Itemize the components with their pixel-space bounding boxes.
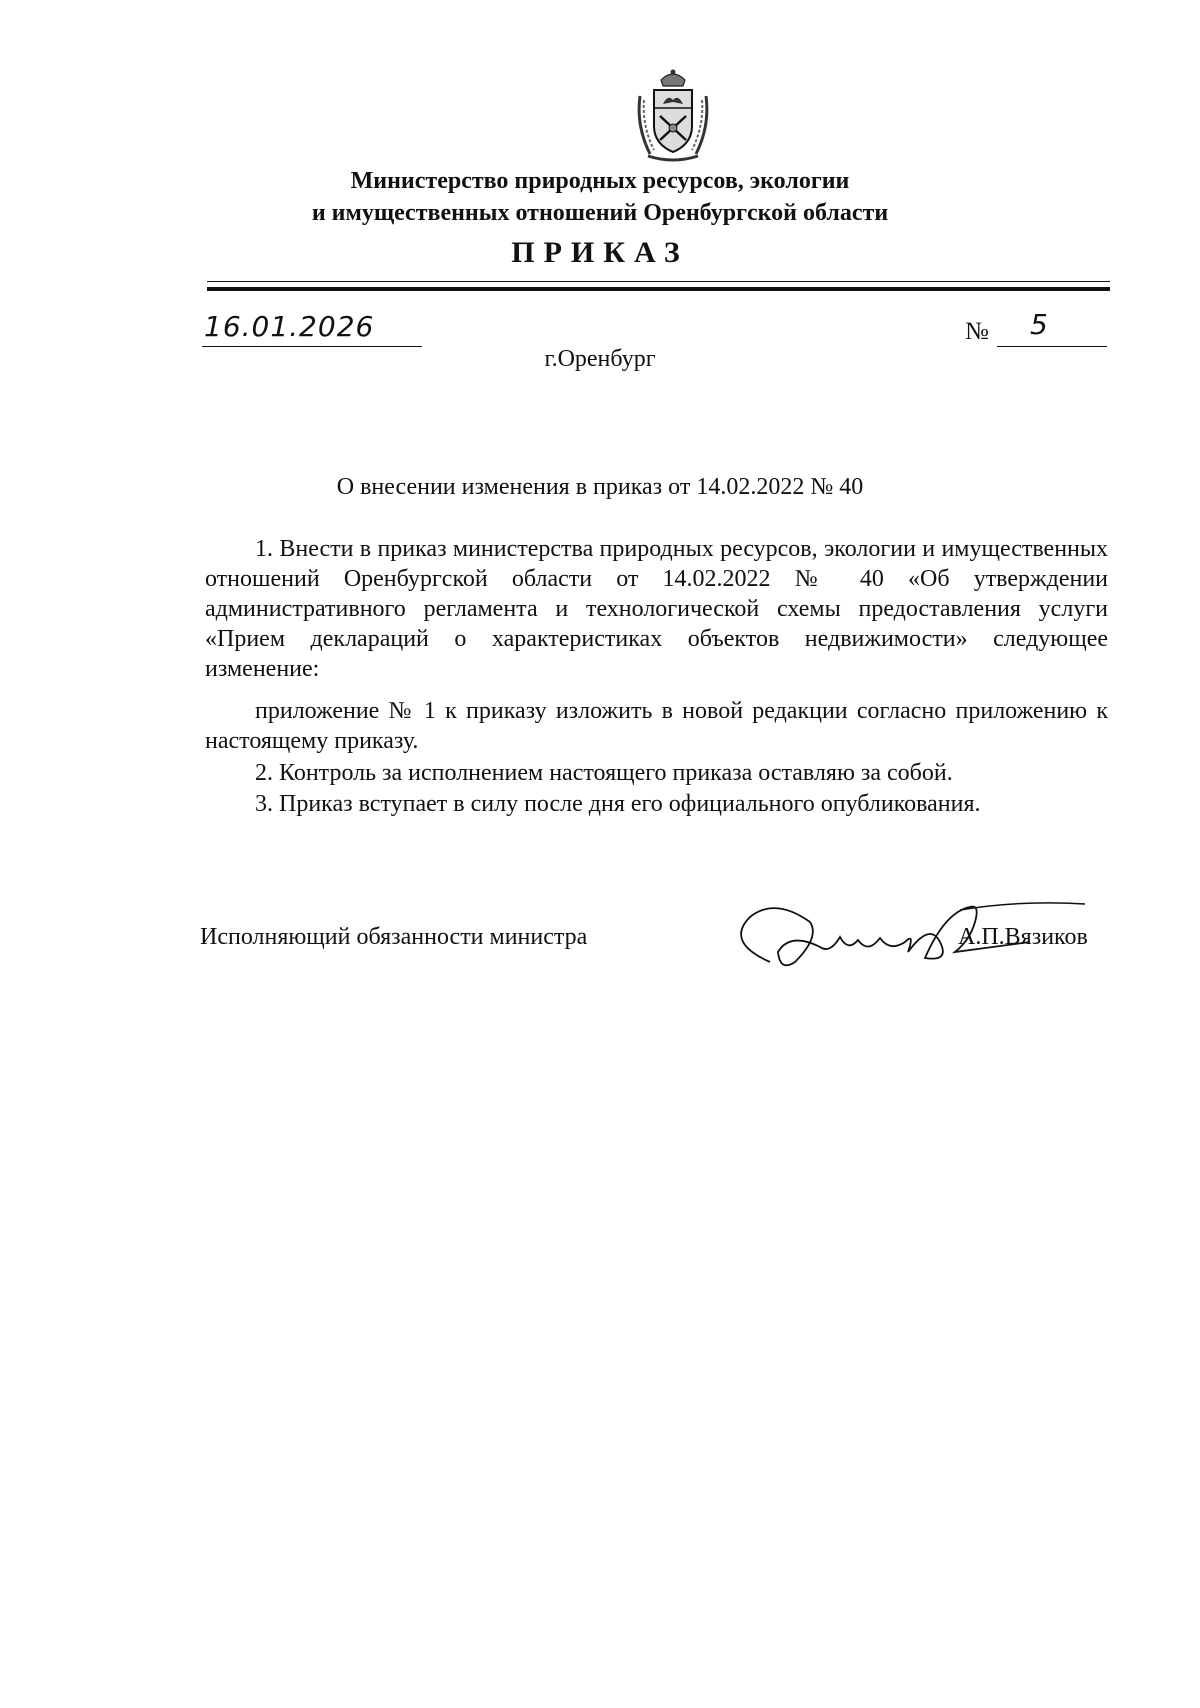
signatory-name: А.П.Вязиков	[958, 924, 1088, 950]
document-type-title: ПРИКАЗ	[511, 236, 689, 269]
organization-name-line2: и имущественных отношений Оренбургской области	[311, 200, 889, 226]
signatory-title: Исполняющий обязанности министра	[200, 924, 588, 950]
number-underline	[997, 310, 1107, 347]
document-date: 16.01.2026	[204, 310, 375, 343]
number-label: №	[965, 318, 989, 345]
header-rule-thin	[207, 281, 1110, 282]
document-number: 5	[1030, 308, 1048, 341]
coat-of-arms-icon	[628, 66, 718, 166]
header-rule-thick	[207, 287, 1110, 291]
paragraph-1: 1. Внести в приказ министерства природных ресурсов, экологии и имущественных отношений Оренбургской области от 14.02.2022 № 40 «Об утверждении административного регламента и технологической схемы предоставления услуги «Прием деклараций о характеристиках объектов недвижимости» следующее изменение:	[205, 536, 1108, 682]
document-city: г.Оренбург	[544, 346, 656, 372]
paragraph-2: 2. Контроль за исполнением настоящего приказа оставляю за собой.	[255, 760, 953, 786]
paragraph-1-amendment: приложение № 1 к приказу изложить в новой редакции согласно приложению к настоящему приказу.	[205, 698, 1108, 754]
organization-name-line1: Министерство природных ресурсов, экологии	[350, 168, 850, 194]
paragraph-3: 3. Приказ вступает в силу после дня его официального опубликования.	[255, 791, 981, 817]
document-subject: О внесении изменения в приказ от 14.02.2022 № 40	[336, 474, 864, 500]
